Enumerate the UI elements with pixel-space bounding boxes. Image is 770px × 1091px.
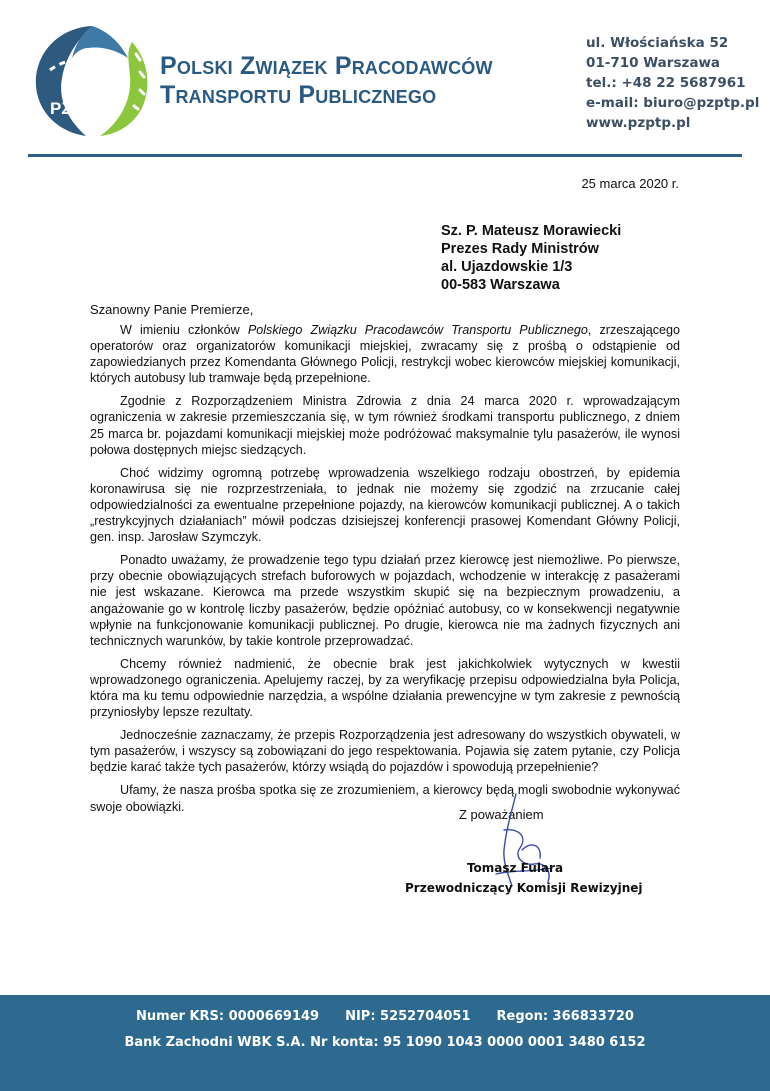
- paragraph-4: Ponadto uważamy, że prowadzenie tego typu działań przez kierowcę jest niemożliwe. Po pierwsze, przy obecnie obowiązujących strefach buforowych w pojazdach, wchodzenie w interakcję z pasażerami nie jest wskazane. Kierowca ma przede wszystkim skupić się na bezpiecznym prowadzeniu, a angażowanie go w kontrolę liczby pasażerów, będzie opóźniać autobusy, co w konsekwencji negatywnie wpłynie na funkcjonowanie komunikacji publicznej. Po drugie, kierowca nie ma żadnych fizycznych ani technicznych warunków, by takie kontrole przeprowadzać.: [90, 553, 680, 648]
- contact-website: www.pzptp.pl: [586, 115, 691, 131]
- contact-phone: tel.: +48 22 5687961: [586, 75, 746, 91]
- paragraph-1-organization: Polskiego Związku Pracodawców Transportu Publicznego: [247, 323, 588, 337]
- signer-name: Tomasz Fulara: [466, 861, 564, 875]
- organization-name: [160, 52, 493, 110]
- closing: Z poważaniem: [459, 807, 544, 822]
- contact-block: [586, 33, 759, 133]
- footer-nip: NIP: 5252704051: [345, 1009, 471, 1024]
- contact-city: 01-710 Warszawa: [586, 55, 721, 71]
- paragraph-2: Zgodnie z Rozporządzeniem Ministra Zdrowia z dnia 24 marca 2020 r. wprowadzającym ograniczenia w zakresie przemieszczania się, w tym również środkami transportu publicznego, z dniem 25 marca br. pojazdami komunikacji miejskiej może podróżować maksymalnie tylu pasażerów, ile wynosi połowa dostępnych miejsc siedzących.: [90, 394, 680, 457]
- pzptp-logo: [28, 20, 156, 140]
- letter-date: 25 marca 2020 r.: [581, 176, 679, 191]
- signer-title: Przewodniczący Komisji Rewizyjnej: [405, 881, 643, 895]
- paragraph-1-end: , zrzeszającego operatorów oraz organizatorów komunikacji miejskiej, zwracamy się z prośbą o odstąpienie od zapowiedzianych przez Komendanta Głównego Policji, restrykcji wobec kierowców miejskiej komunikacji, których autobusy lub tramwaje będą przepełnione.: [90, 323, 681, 386]
- recipient-city: 00-583 Warszawa: [441, 277, 560, 293]
- footer-krs: Numer KRS: 0000669149: [136, 1009, 320, 1024]
- salutation: Szanowny Panie Premierze,: [90, 302, 254, 317]
- recipient-street: al. Ujazdowskie 1/3: [441, 259, 573, 275]
- footer-regon: Regon: 366833720: [496, 1009, 634, 1024]
- footer-registry-line: [0, 1009, 770, 1024]
- organization-name-line1: Polski Związek Pracodawców: [160, 52, 493, 80]
- logo-text: PZPTP: [50, 99, 105, 118]
- recipient-block: [441, 222, 621, 294]
- contact-email: e-mail: biuro@pzptp.pl: [586, 95, 760, 111]
- logo-emblem-icon: [28, 20, 156, 140]
- paragraph-7: Ufamy, że nasza prośba spotka się ze zrozumieniem, a kierowcy będą mogli swobodnie wykonywać swoje obowiązki.: [90, 783, 680, 814]
- paragraph-5: Chcemy również nadmienić, że obecnie brak jest jakichkolwiek wytycznych w kwestii wprowadzonego ograniczenia. Apelujemy raczej, by za weryfikację przepisu odpowiedzialna była Policja, która ma ku temu odpowiednie narzędzia, a wspólne działania prewencyjne w tym zakresie z pewnością przyniosłyby lepsze rezultaty.: [90, 656, 680, 720]
- paragraph-1: [90, 322, 680, 386]
- letter-body: [90, 322, 680, 822]
- recipient-name: Sz. P. Mateusz Morawiecki: [441, 223, 622, 239]
- paragraph-6: Jednocześnie zaznaczamy, że przepis Rozporządzenia jest adresowany do wszystkich obywateli, w tym pasażerów, i wszyscy są zobowiązani do jego respektowania. Pojawia się zatem pytanie, czy Policja będzie karać także tych pasażerów, którzy wsiądą do pojazdów i spowodują przepełnienie?: [90, 728, 680, 775]
- paragraph-3: Choć widzimy ogromną potrzebę wprowadzenia wszelkiego rodzaju obostrzeń, by epidemia koronawirusa się nie rozprzestrzeniała, to jednak nie możemy się zgodzić na zrzucanie całej odpowiedzialności za ewentualne przepełnione pojazdy, na kierowców komunikacji publicznej. A o takich „restrykcyjnych działaniach” mówił podczas dzisiejszej konferencji prasowej Komendant Główny Policji, gen. insp. Jarosław Szymczyk.: [90, 465, 680, 545]
- organization-name-line2: Transportu Publicznego: [160, 81, 437, 109]
- signer-block: [405, 858, 643, 898]
- contact-street: ul. Włościańska 52: [586, 35, 729, 51]
- recipient-title: Prezes Rady Ministrów: [441, 241, 599, 257]
- paragraph-1-start: W imieniu członków: [120, 323, 248, 337]
- footer: [0, 995, 770, 1091]
- footer-bank-line: Bank Zachodni WBK S.A. Nr konta: 95 1090 1043 0000 0001 3480 6152: [124, 1035, 646, 1050]
- header-divider: [28, 154, 742, 157]
